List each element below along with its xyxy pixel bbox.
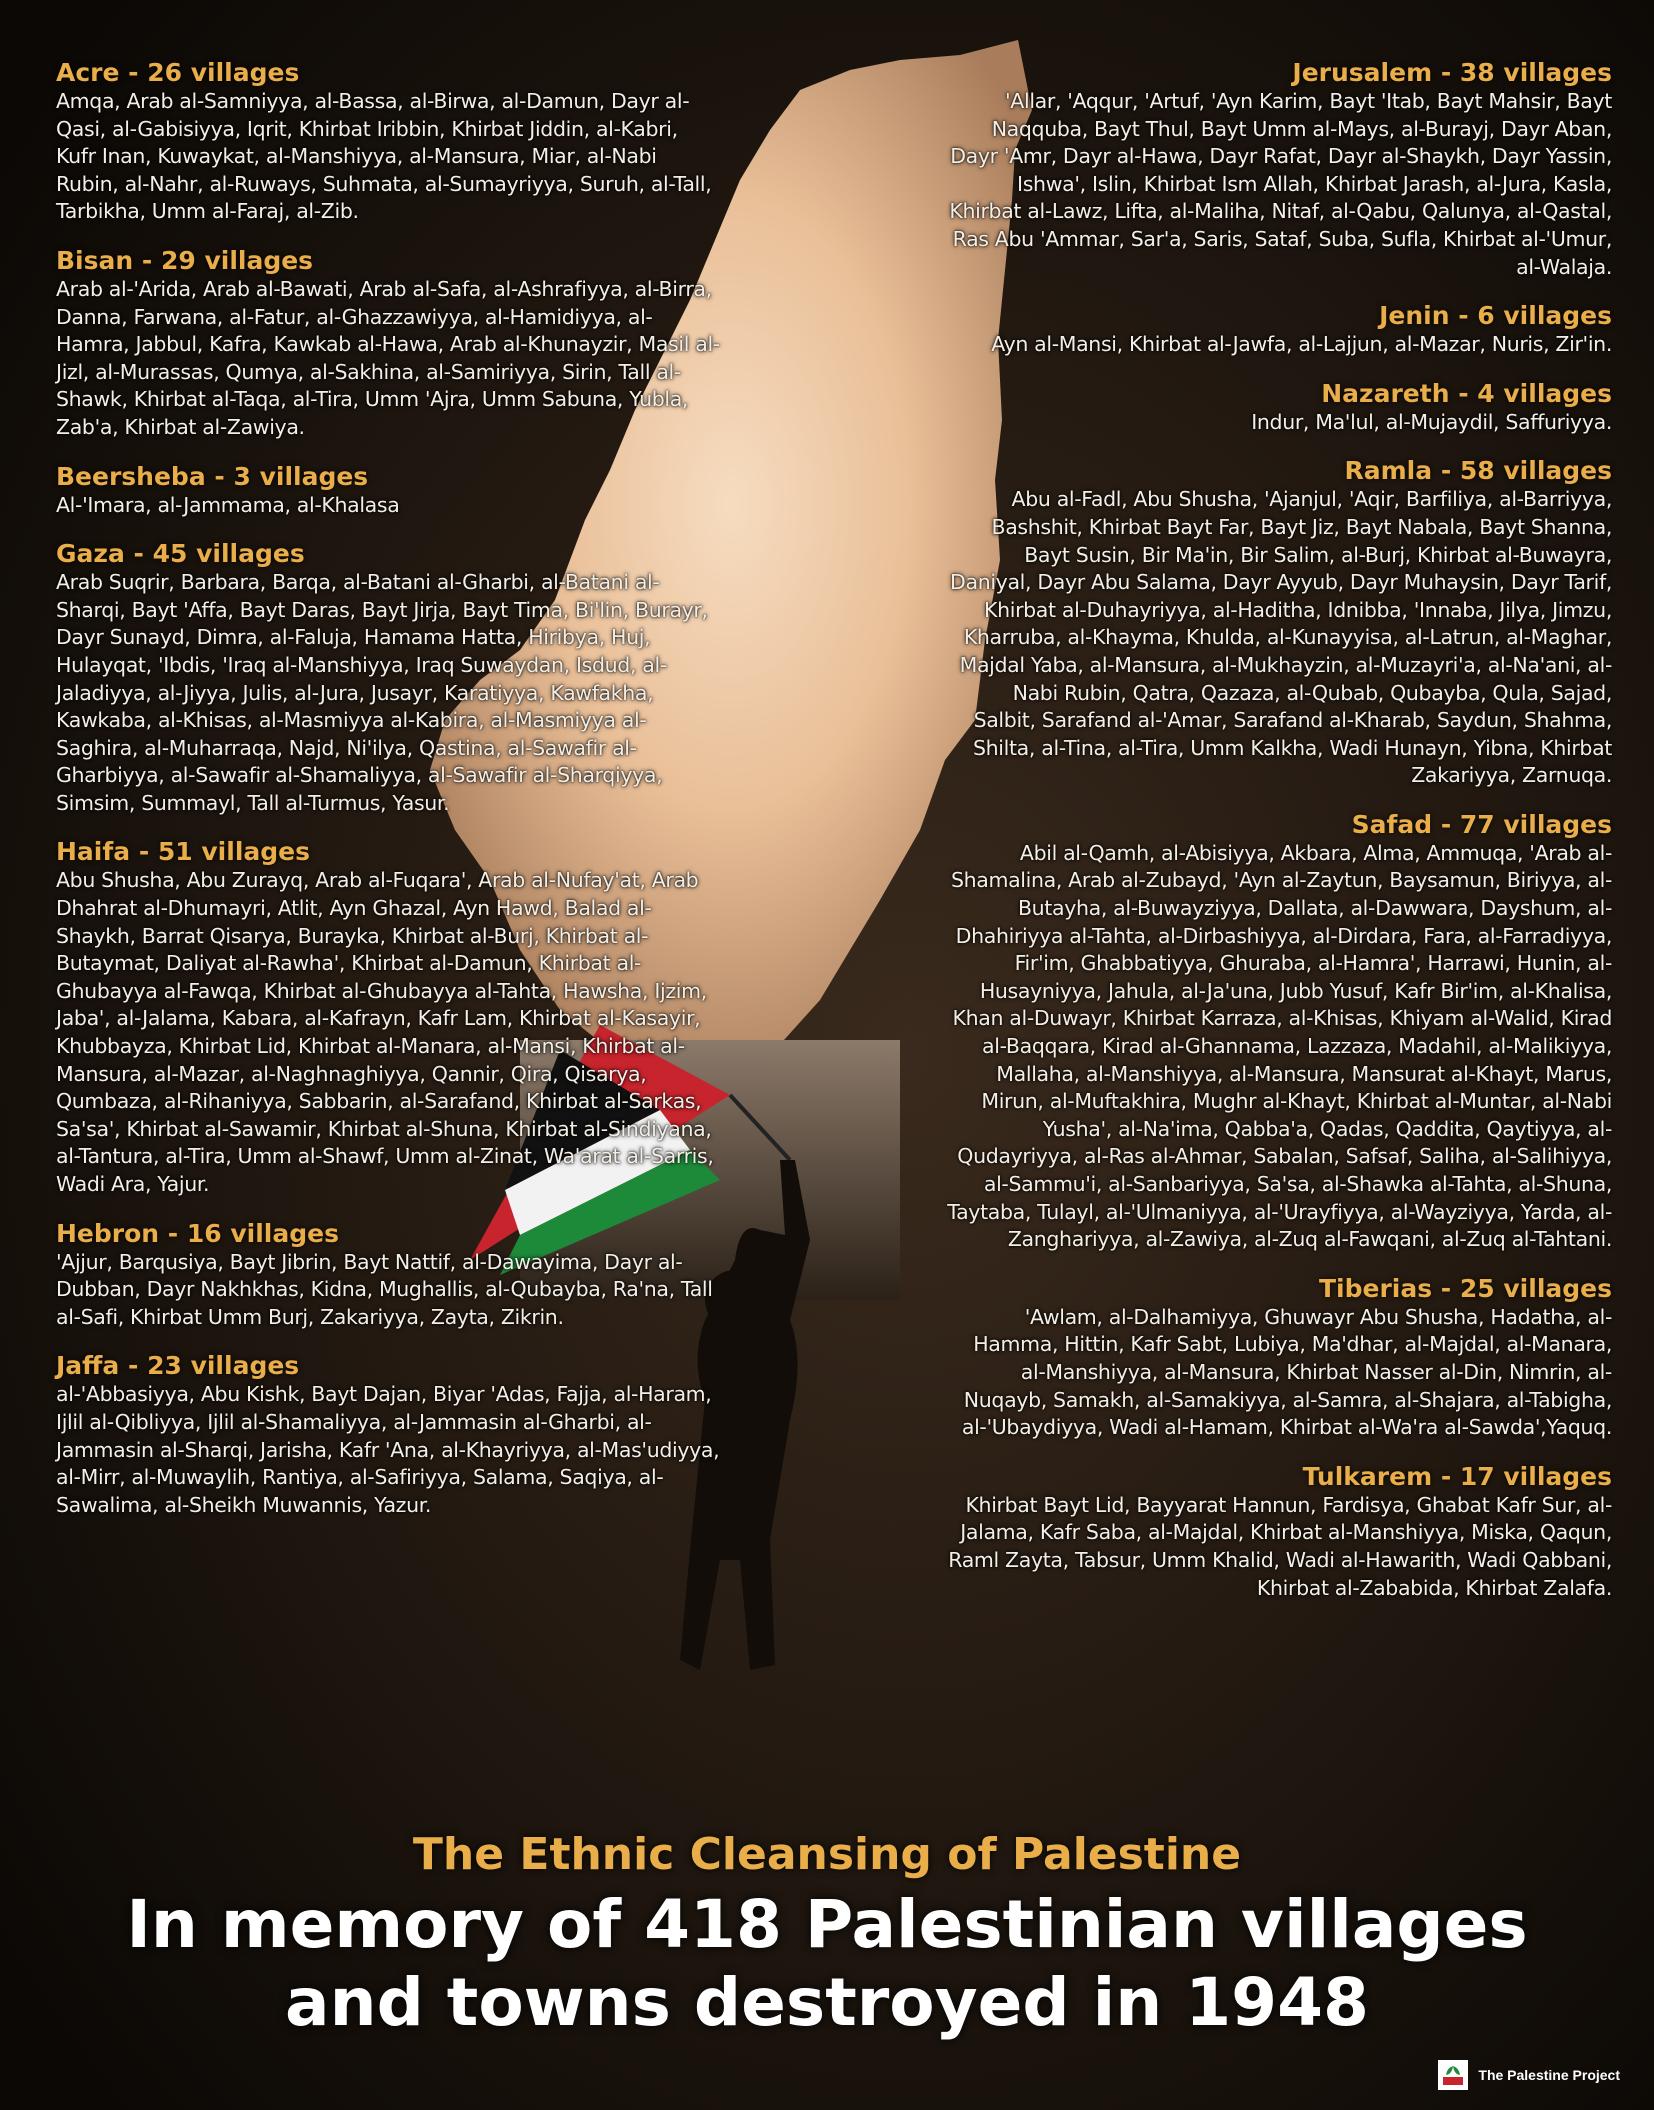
district-acre bbox=[56, 58, 721, 226]
district-title: Jenin - 6 villages bbox=[1379, 301, 1612, 331]
district-villages: Ayn al-Mansi, Khirbat al-Jawfa, al-Lajjun, al-Mazar, Nuris, Zir'in. bbox=[991, 332, 1612, 357]
credit bbox=[1438, 2060, 1620, 2090]
district-title: Jaffa - 23 villages bbox=[56, 1351, 300, 1381]
district-gaza bbox=[56, 539, 721, 817]
left-district-column bbox=[56, 58, 721, 1539]
credit-text: The Palestine Project bbox=[1478, 2067, 1620, 2083]
palestine-project-logo-icon bbox=[1438, 2060, 1468, 2090]
district-jaffa bbox=[56, 1351, 721, 1519]
district-villages: Abu al-Fadl, Abu Shusha, 'Ajanjul, 'Aqir, Barfiliya, al-Barriyya, Bashshit, Khirbat Bayt Far, Bayt Jiz, Bayt Nabala, Bayt Shanna, Bayt Susin, Bir Ma'in, Bir Salim, al-Burj, Khirbat al-Buwayra, Daniyal, Dayr Abu Salama, Dayr Ayyub, Dayr Muhaysin, Dayr Tarif, Khirbat al-Duhayriyya, al-Haditha, Idnibba, 'Innaba, Jilya, Jimzu, Kharruba, al-Khayma, Khulda, al-Kunayyisa, al-Latrun, al-Maghar, Majdal Yaba, al-Mansura, al-Mukhayzin, al-Muzayri'a, al-Na'ani, al-Nabi Rubin, Qatra, Qazaza, al-Qubab, Qubayba, Qula, Sajad, Salbit, Sarafand al-'Amar, Sarafand al-Kharab, Saydun, Shahma, Shilta, al-Tina, al-Tira, Umm Kalkha, Wadi Hunayn, Yibna, Khirbat Zakariyya, Zarnuqa. bbox=[950, 487, 1612, 788]
district-title: Tiberias - 25 villages bbox=[1318, 1273, 1612, 1303]
district-title: Nazareth - 4 villages bbox=[1321, 378, 1612, 408]
district-villages: al-'Abbasiyya, Abu Kishk, Bayt Dajan, Biyar 'Adas, Fajja, al-Haram, Ijlil al-Qibliyya, Ijlil al-Shamaliyya, al-Jammasin al-Gharbi, al-Jammasin al-Sharqi, Jarisha, Kafr 'Ana, al-Khayriyya, al-Mas'udiyya, al-Mirr, al-Muwaylih, Rantiya, al-Safiriyya, Salama, Saqiya, al-Sawalima, al-Sheikh Muwannis, Yazur. bbox=[56, 1382, 720, 1517]
district-title: Gaza - 45 villages bbox=[56, 539, 305, 569]
district-title: Ramla - 58 villages bbox=[1344, 456, 1612, 486]
district-safad bbox=[947, 810, 1612, 1254]
district-title: Haifa - 51 villages bbox=[56, 837, 310, 867]
district-villages: Indur, Ma'lul, al-Mujaydil, Saffuriyya. bbox=[1251, 409, 1612, 434]
district-villages: 'Awlam, al-Dalhamiyya, Ghuwayr Abu Shusha, Hadatha, al-Hamma, Hittin, Kafr Sabt, Lubiya, Ma'dhar, al-Majdal, al-Manara, al-Manshiyya, al-Mansura, Khirbat Nasser al-Din, Nimrin, al-Nuqayb, Samakh, al-Samakiyya, al-Samra, al-Shajara, al-Tabigha, al-'Ubaydiyya, Wadi al-Hamam, Khirbat al-Wa'ra al-Sawda',Yaquq. bbox=[961, 1304, 1612, 1440]
district-villages: Arab Suqrir, Barbara, Barqa, al-Batani al-Gharbi, al-Batani al-Sharqi, Bayt 'Affa, Bayt Daras, Bayt Jirja, Bayt Tima, Bi'lin, Burayr, Dayr Sunayd, Dimra, al-Faluja, Hamama Hatta, Hiribya, Huj, Hulayqat, 'Ibdis, 'Iraq al-Manshiyya, Iraq Suwaydan, Isdud, al-Jaladiyya, al-Jiyya, Julis, al-Jura, Jusayr, Karatiyya, Kawfakha, Kawkaba, al-Khisas, al-Masmiyya al-Kabira, al-Masmiyya al-Saghira, al-Muharraqa, Najd, Ni'ilya, Qastina, al-Sawafir al-Gharbiyya, al-Sawafir al-Shamaliyya, al-Sawafir al-Sharqiyya, Simsim, Summayl, Tall al-Turmus, Yasur. bbox=[56, 570, 708, 815]
district-title: Hebron - 16 villages bbox=[56, 1218, 339, 1248]
district-villages: Arab al-'Arida, Arab al-Bawati, Arab al-Safa, al-Ashrafiyya, al-Birra, Danna, Farwana, al-Fatur, al-Ghazzawiyya, al-Hamidiyya, al-Hamra, Jabbul, Kafra, Kawkab al-Hawa, Arab al-Khunayzir, Masil al-Jizl, al-Murassas, Qumya, al-Sakhina, al-Samiriyya, Sirin, Tall al-Shawk, Khirbat al-Taqa, al-Tira, Umm 'Ajra, Umm Sabuna, Yubla, Zab'a, Khirbat al-Zawiya. bbox=[56, 276, 720, 439]
district-tulkarem bbox=[947, 1462, 1612, 1602]
district-bisan bbox=[56, 246, 721, 442]
subtitle: The Ethnic Cleansing of Palestine bbox=[412, 1829, 1242, 1880]
district-hebron bbox=[56, 1219, 721, 1332]
main-title bbox=[0, 1886, 1654, 2042]
district-jerusalem bbox=[947, 58, 1612, 281]
right-district-column bbox=[947, 58, 1612, 1622]
district-villages: 'Allar, 'Aqqur, 'Artuf, 'Ayn Karim, Bayt 'Itab, Bayt Mahsir, Bayt Naqquba, Bayt Thul, Bayt Umm al-Mays, al-Burayj, Dayr Aban, Dayr 'Amr, Dayr al-Hawa, Dayr Rafat, Dayr al-Shaykh, Dayr Yassin, Ishwa', Islin, Khirbat Ism Allah, Khirbat Jarash, al-Jura, Kasla, Khirbat al-Lawz, Lifta, al-Maliha, Nitaf, al-Qabu, Qalunya, al-Qastal, Ras Abu 'Ammar, Sar'a, Saris, Sataf, Suba, Sufla, Khirbat al-'Umur, al-Walaja. bbox=[949, 89, 1612, 279]
district-ramla bbox=[947, 456, 1612, 790]
district-haifa bbox=[56, 837, 721, 1198]
district-villages: Al-'Imara, al-Jammama, al-Khalasa bbox=[56, 492, 400, 517]
district-tiberias bbox=[947, 1274, 1612, 1442]
district-title: Beersheba - 3 villages bbox=[56, 461, 369, 491]
district-title: Jerusalem - 38 villages bbox=[1292, 58, 1612, 87]
district-beersheba bbox=[56, 462, 721, 520]
district-villages: 'Ajjur, Barqusiya, Bayt Jibrin, Bayt Nattif, al-Dawayima, Dayr al-Dubban, Dayr Nakhkhas, Kidna, Mughallis, al-Qubayba, Ra'na, Tall al-Safi, Khirbat Umm Burj, Zakariyya, Zayta, Zikrin. bbox=[56, 1249, 713, 1329]
district-title: Safad - 77 villages bbox=[1351, 809, 1612, 839]
main-title-line: and towns destroyed in 1948 bbox=[285, 1964, 1369, 2041]
district-title: Tulkarem - 17 villages bbox=[1302, 1461, 1612, 1491]
district-villages: Amqa, Arab al-Samniyya, al-Bassa, al-Birwa, al-Damun, Dayr al-Qasi, al-Gabisiyya, Iqrit, Khirbat Iribbin, Khirbat Jiddin, al-Kabri, Kufr Inan, Kuwaykat, al-Manshiyya, al-Mansura, Miar, al-Nabi Rubin, al-Nahr, al-Ruways, Suhmata, al-Sumayriyya, Suruh, al-Tall, Tarbikha, Umm al-Faraj, al-Zib. bbox=[56, 89, 712, 224]
district-title: Acre - 26 villages bbox=[56, 58, 300, 87]
district-villages: Abil al-Qamh, al-Abisiyya, Akbara, Alma, Ammuqa, 'Arab al-Shamalina, Arab al-Zubayd, 'Ayn al-Zaytun, Baysamun, Biriyya, al-Butayha, al-Buwayziyya, Dallata, al-Dawwara, Dayshum, al-Dhahiriyya al-Tahta, al-Dirbashiyya, al-Dirdara, Fara, al-Farradiyya, Fir'im, Ghabbatiyya, Ghuraba, al-Hamra', Harrawi, Hunin, al-Husayniyya, Jahula, al-Ja'una, Jubb Yusuf, Kafr Bir'im, al-Khalisa, Khan al-Duwayr, Khirbat Karraza, al-Khisas, Khiyam al-Walid, Kirad al-Baqqara, Kirad al-Ghannama, Lazzaza, Madahil, al-Malikiyya, Mallaha, al-Manshiyya, al-Mansura, Mansurat al-Khayt, Marus, Mirun, al-Muftakhira, Mughr al-Khayt, Khirbat al-Muntar, al-Nabi Yusha', al-Na'ima, Qabba'a, Qadas, Qaddita, Qaytiyya, al-Qudayriyya, al-Ras al-Ahmar, Sabalan, Safsaf, Saliha, al-Salihiyya, al-Sammu'i, al-Sanbariyya, Sa'sa, al-Shawka al-Tahta, al-Shuna, Taytaba, Tulayl, al-'Ulmaniyya, al-'Urayfiyya, al-Wayziyya, Yarda, al-Zanghariyya, al-Zawiya, al-Zuq al-Fawqani, al-Zuq al-Tahtani. bbox=[947, 840, 1612, 1252]
main-title-line: In memory of 418 Palestinian villages bbox=[126, 1886, 1528, 1963]
district-title: Bisan - 29 villages bbox=[56, 245, 314, 275]
district-nazareth bbox=[947, 379, 1612, 437]
district-jenin bbox=[947, 301, 1612, 359]
district-villages: Abu Shusha, Abu Zurayq, Arab al-Fuqara', Arab al-Nufay'at, Arab Dhahrat al-Dhumayri, Atlit, Ayn Ghazal, Ayn Hawd, Balad al-Shaykh, Barrat Qisarya, Burayka, Khirbat al-Burj, Khirbat al-Butaymat, Daliyat al-Rawha', Khirbat al-Damun, Khirbat al-Ghubayya al-Fawqa, Khirbat al-Ghubayya al-Tahta, Hawsha, Ijzim, Jaba', al-Jalama, Kabara, al-Kafrayn, Kafr Lam, Khirbat al-Kasayir, Khubbayza, Khirbat Lid, Khirbat al-Manara, al-Mansi, Khirbat al-Mansura, al-Mazar, al-Naghnaghiyya, Qannir, Qira, Qisarya, Qumbaza, al-Rihaniyya, Sabbarin, al-Sarafand, Khirbat al-Sarkas, Sa'sa', Khirbat al-Sawamir, Khirbat al-Shuna, Khirbat al-Sindiyana, al-Tantura, al-Tira, Umm al-Shawf, Umm al-Zinat, Wa'arat al-Sarris, Wadi Ara, Yajur. bbox=[56, 868, 714, 1196]
poster-heading bbox=[0, 1828, 1654, 2042]
district-villages: Khirbat Bayt Lid, Bayyarat Hannun, Fardisya, Ghabat Kafr Sur, al-Jalama, Kafr Saba, al-Majdal, Khirbat al-Manshiyya, Miska, Qaqun, Raml Zayta, Tabsur, Umm Khalid, Wadi al-Hawarith, Wadi Qabbani, Khirbat al-Zababida, Khirbat Zalafa. bbox=[948, 1492, 1612, 1600]
